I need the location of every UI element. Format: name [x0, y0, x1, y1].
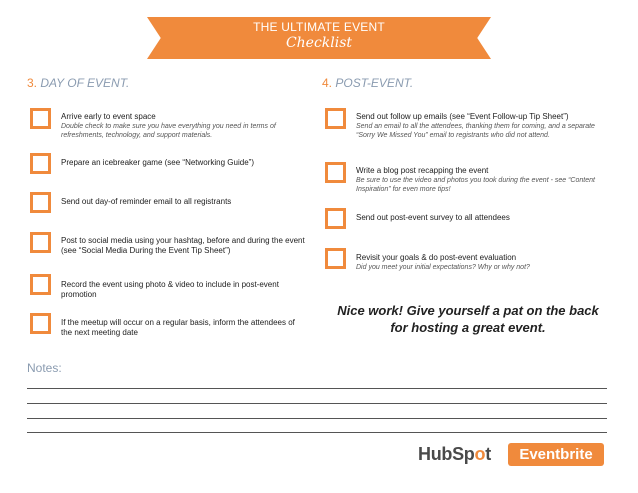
- checklist-item: [61, 112, 313, 140]
- checkbox[interactable]: [30, 153, 51, 174]
- section-day-of-event: [27, 76, 129, 90]
- notes-line: [27, 432, 607, 433]
- checkbox[interactable]: [325, 248, 346, 269]
- item-description: Double check to make sure you have everything you need in terms of refreshments, technology, and support materials.: [61, 123, 276, 139]
- banner-title: THE ULTIMATE EVENT: [253, 20, 385, 34]
- notes-line: [27, 388, 607, 389]
- item-title: Revisit your goals & do post-event evaluation: [356, 253, 517, 262]
- item-title: Send out post-event survey to all attendees: [356, 213, 510, 222]
- checkbox[interactable]: [30, 232, 51, 253]
- item-title: Send out follow up emails (see “Event Follow-up Tip Sheet”): [356, 112, 569, 121]
- item-title: If the meetup will occur on a regular basis, inform the attendees of the next meeting date: [61, 318, 295, 337]
- eventbrite-logo: Eventbrite: [508, 443, 604, 466]
- section-post-event: [322, 76, 413, 90]
- item-title: Post to social media using your hashtag, before and during the event (see “Social Media During the Event Tip Sheet”): [61, 236, 305, 255]
- checkbox[interactable]: [30, 274, 51, 295]
- checklist-item: [61, 236, 316, 256]
- notes-label: Notes:: [27, 361, 62, 375]
- section-label: DAY OF EVENT.: [40, 76, 130, 90]
- logo-sprocket: o: [474, 444, 486, 464]
- checklist-item: [356, 253, 608, 272]
- item-title: Send out day-of reminder email to all registrants: [61, 197, 232, 206]
- item-title: Write a blog post recapping the event: [356, 166, 489, 175]
- checkbox[interactable]: [30, 313, 51, 334]
- notes-line: [27, 418, 607, 419]
- checkbox[interactable]: [325, 208, 346, 229]
- checklist-item: [356, 213, 608, 223]
- item-title: Arrive early to event space: [61, 112, 156, 121]
- item-description: Send an email to all the attendees, thanking them for coming, and a separate “Sorry We Missed You” email to registrants who did not attend.: [356, 123, 595, 139]
- item-description: Did you meet your initial expectations? Why or why not?: [356, 264, 530, 271]
- section-label: POST-EVENT.: [335, 76, 414, 90]
- banner-subtitle: Checklist: [285, 35, 353, 51]
- checklist-item: [61, 318, 301, 338]
- logo-text: HubSp: [418, 444, 475, 464]
- notes-line: [27, 403, 607, 404]
- item-description: Be sure to use the video and photos you took during the event - see “Content Inspiration” for even more tips!: [356, 177, 595, 193]
- section-number: 4.: [322, 76, 333, 90]
- logo-text: t: [485, 444, 491, 464]
- checklist-item: [61, 158, 313, 168]
- item-title: Prepare an icebreaker game (see “Networking Guide”): [61, 158, 254, 167]
- checklist-item: [61, 280, 306, 300]
- checklist-item: [356, 112, 608, 140]
- checkbox[interactable]: [30, 192, 51, 213]
- item-title: Record the event using photo & video to include in post-event promotion: [61, 280, 279, 299]
- checkbox[interactable]: [30, 108, 51, 129]
- checkbox[interactable]: [325, 108, 346, 129]
- checkbox[interactable]: [325, 162, 346, 183]
- section-number: 3.: [27, 76, 38, 90]
- hubspot-logo: [418, 444, 491, 465]
- closing-message: Nice work! Give yourself a pat on the back for hosting a great event.: [337, 303, 599, 335]
- checklist-item: [356, 166, 608, 194]
- checklist-item: [61, 197, 313, 207]
